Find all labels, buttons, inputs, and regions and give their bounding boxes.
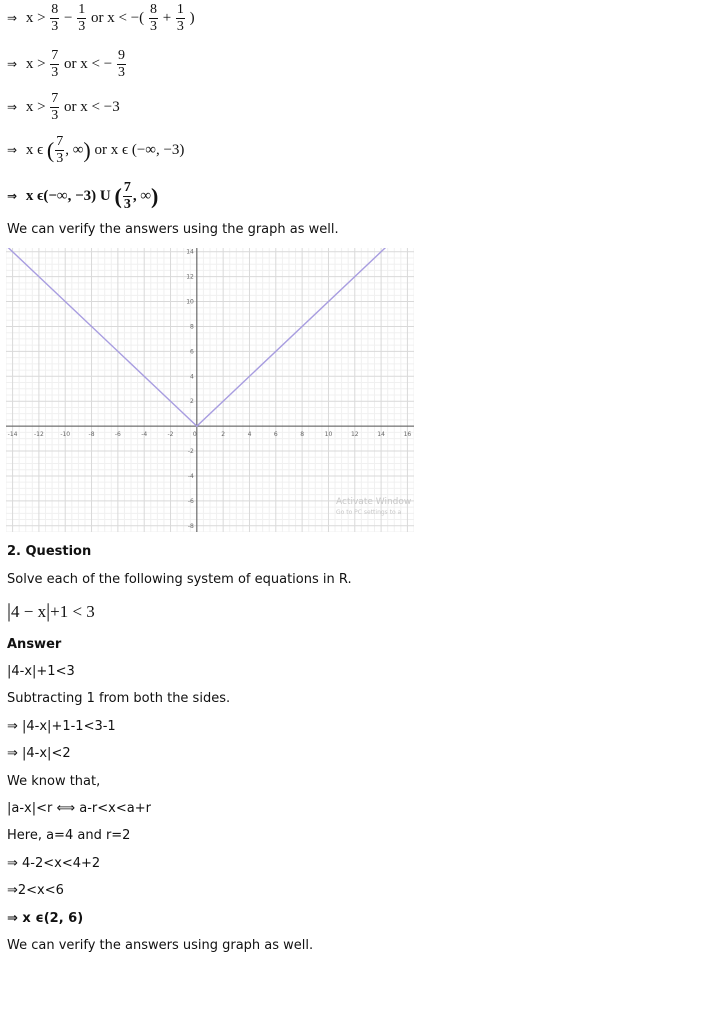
fraction: $\frac{7}{3}$ — [51, 91, 59, 123]
math-step-1: ⇒ x > $\frac{8}{3}$ − $\frac{1}{3}$ or x < −( $\frac{8}{3}$ + $\frac{1}{3}$ ) — [7, 2, 195, 34]
fraction: $\frac{8}{3}$ — [51, 2, 59, 34]
question-prompt: Solve each of the following system of equations in R. — [7, 572, 352, 587]
answer-line: Here, a=4 and r=2 — [7, 828, 131, 843]
math-step-5: ⇒ x ϵ(−∞, −3) U ( $\frac{7}{3}$ , ∞) — [7, 180, 159, 212]
question-heading: 2. Question — [7, 544, 92, 559]
answer-line: |4-x|+1<3 — [7, 664, 75, 679]
implies-arrow: ⇒ — [7, 99, 18, 114]
implies-arrow: ⇒ — [7, 142, 18, 157]
grid-minor — [6, 248, 414, 532]
fraction: $\frac{8}{3}$ — [149, 2, 157, 34]
y-tick-label: -8 — [187, 522, 194, 530]
x-tick-label: 2 — [221, 431, 226, 439]
x-tick-label: -12 — [33, 431, 44, 439]
fraction: $\frac{1}{3}$ — [176, 2, 184, 34]
x-tick-label: 8 — [300, 431, 305, 439]
answer-line: We know that, — [7, 774, 101, 789]
fraction: $\frac{9}{3}$ — [117, 48, 125, 80]
x-tick-label: -8 — [88, 431, 95, 439]
y-tick-label: -2 — [187, 448, 194, 456]
math-step-3: ⇒ x > $\frac{7}{3}$ or x < −3 — [7, 91, 120, 123]
y-tick-label: -4 — [187, 472, 194, 480]
x-tick-label: 0 — [192, 431, 197, 439]
implies-arrow: ⇒ — [7, 188, 18, 203]
answer-line: ⇒2<x<6 — [7, 883, 64, 898]
implies-arrow: ⇒ — [7, 56, 18, 71]
math-step-2: ⇒ x > $\frac{7}{3}$ or x < − $\frac{9}{3}$ — [7, 48, 125, 80]
y-tick-label: 4 — [190, 373, 194, 381]
y-tick-label: 14 — [186, 248, 194, 256]
answer-line: ⇒ |4-x|+1-1<3-1 — [7, 719, 116, 734]
y-tick-label: 10 — [186, 298, 194, 306]
answer-line: Subtracting 1 from both the sides. — [7, 691, 231, 706]
answer-line: ⇒ |4-x|<2 — [7, 746, 71, 761]
y-tick-label: 2 — [190, 398, 194, 406]
x-tick-label: -10 — [60, 431, 71, 439]
y-tick-label: 12 — [186, 273, 194, 281]
x-tick-label: -14 — [7, 431, 18, 439]
x-tick-label: -6 — [114, 431, 121, 439]
final-answer: ⇒ x ϵ(2, 6) — [7, 911, 84, 926]
y-tick-label: 6 — [190, 348, 194, 356]
absolute-value-graph — [6, 248, 414, 532]
y-tick-label: 8 — [190, 323, 194, 331]
fraction: $\frac{7}{3}$ — [56, 134, 64, 166]
watermark-line-1: Activate Window — [336, 497, 412, 507]
x-tick-label: 4 — [247, 431, 252, 439]
implies-arrow: ⇒ — [7, 10, 18, 25]
x-tick-label: 10 — [324, 431, 333, 439]
x-tick-label: 16 — [403, 431, 412, 439]
watermark-line-2: Go to PC settings to a — [336, 509, 402, 516]
answer-label: Answer — [7, 637, 62, 652]
verify-text-2: We can verify the answers using graph as well. — [7, 938, 314, 953]
fraction: $\frac{7}{3}$ — [51, 48, 59, 80]
answer-line: |a-x|<r ⟺ a-r<x<a+r — [7, 801, 151, 816]
math-step-4: ⇒ x ϵ ( $\frac{7}{3}$ , ∞) or x ϵ (−∞, −3) — [7, 134, 185, 166]
verify-text-1: We can verify the answers using the graph as well. — [7, 222, 339, 237]
x-tick-label: -4 — [141, 431, 148, 439]
y-tick-label: -6 — [187, 497, 194, 505]
answer-line: ⇒ 4-2<x<4+2 — [7, 856, 101, 871]
fraction: $\frac{1}{3}$ — [78, 2, 86, 34]
x-tick-label: -2 — [167, 431, 174, 439]
question-equation: |4 − x|+1 < 3 — [7, 600, 95, 622]
x-tick-label: 14 — [377, 431, 385, 439]
x-tick-label: 12 — [350, 431, 359, 439]
x-tick-label: 6 — [273, 431, 278, 439]
fraction: $\frac{7}{3}$ — [123, 180, 131, 212]
